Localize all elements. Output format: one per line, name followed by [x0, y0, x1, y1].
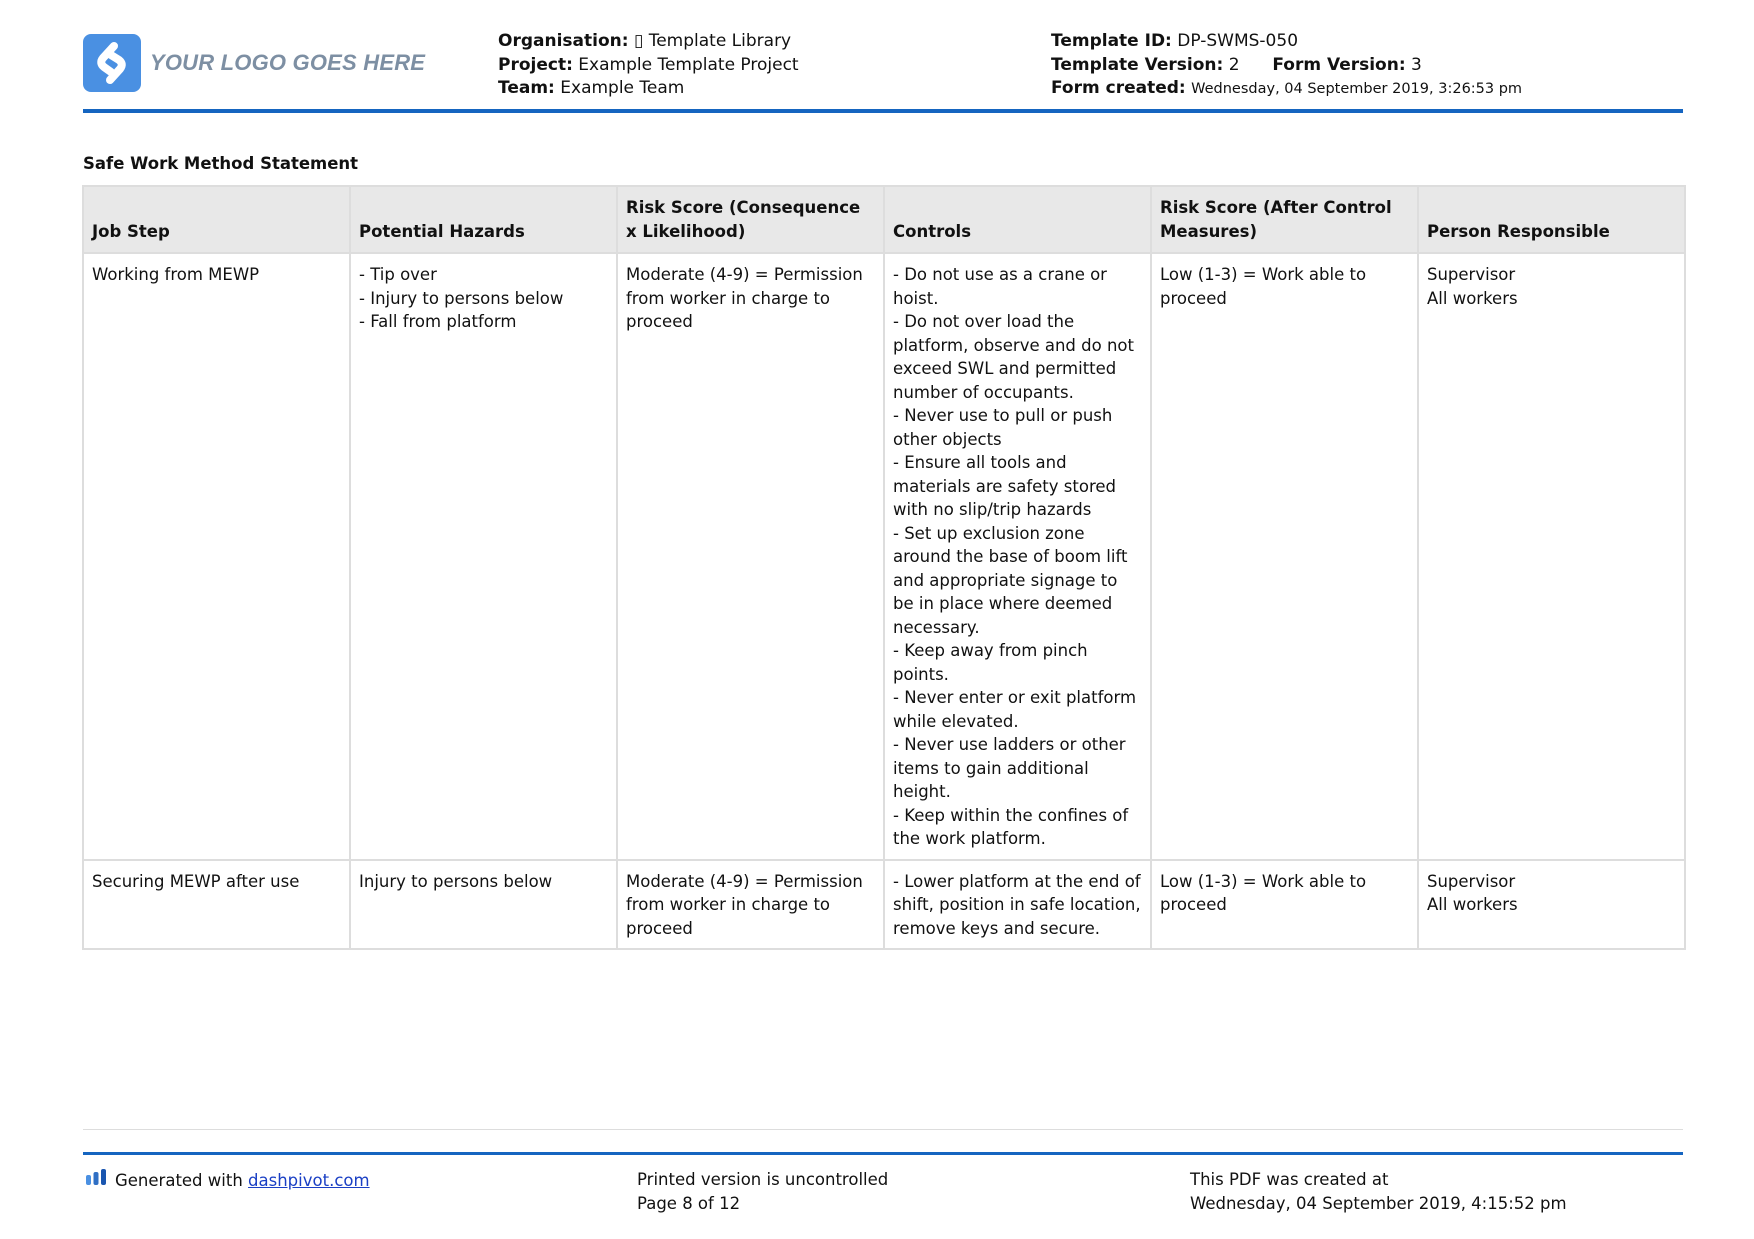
cell-risk-score: Moderate (4-9) = Permission from worker in charge to proceed: [617, 253, 884, 860]
template-id-label: Template ID:: [1051, 31, 1172, 51]
logo-mark-icon: [83, 34, 141, 92]
control-item: - Lower platform at the end of shift, position in safe location, remove keys and secure.: [893, 871, 1141, 938]
column-header-job-step: Job Step: [83, 186, 350, 253]
template-id-value: DP-SWMS-050: [1177, 31, 1299, 51]
uncontrolled-note: Printed version is uncontrolled: [637, 1170, 889, 1189]
cell-job-step: Working from MEWP: [83, 253, 350, 860]
project-label: Project:: [498, 54, 573, 75]
header-rule: [83, 109, 1683, 113]
form-version-label: Form Version:: [1272, 54, 1406, 75]
table-row: [83, 860, 1685, 950]
form-created-label: Form created:: [1051, 78, 1186, 98]
header-meta-right: [1051, 30, 1522, 102]
company-logo: [83, 34, 425, 92]
table-row: [83, 253, 1685, 860]
swms-table: [82, 185, 1686, 950]
control-item: - Set up exclusion zone around the base of boom lift and appropriate signage to be in place where deemed necessary.: [893, 523, 1128, 637]
form-version-value: 3: [1411, 54, 1422, 75]
page-number: Page 8 of 12: [637, 1193, 741, 1213]
placeholder-box-icon: ▯: [633, 31, 644, 51]
team-line: [498, 77, 799, 101]
pdf-created-value: Wednesday, 04 September 2019, 4:15:52 pm: [1190, 1193, 1567, 1213]
cell-risk-after: Low (1-3) = Work able to proceed: [1151, 253, 1418, 860]
column-header-risk-score: Risk Score (Consequence x Likelihood): [617, 186, 884, 253]
dashpivot-bars-icon: [85, 1168, 107, 1193]
column-header-responsible: Person Responsible: [1418, 186, 1685, 253]
form-created-value: Wednesday, 04 September 2019, 3:26:53 pm: [1191, 81, 1523, 97]
control-item: - Ensure all tools and materials are safety stored with no slip/trip hazards: [893, 453, 1116, 519]
column-header-controls: Controls: [884, 186, 1151, 253]
responsible-item: All workers: [1427, 895, 1518, 914]
team-label: Team:: [498, 78, 555, 98]
cell-responsible: [1418, 860, 1685, 950]
organisation-line: [498, 30, 799, 54]
responsible-item: All workers: [1427, 288, 1518, 308]
cell-responsible: [1418, 253, 1685, 860]
cell-risk-after: Low (1-3) = Work able to proceed: [1151, 860, 1418, 950]
control-item: - Keep within the confines of the work platform.: [893, 805, 1129, 848]
table-header-row: [83, 186, 1685, 253]
cell-controls: [884, 253, 1151, 860]
section-title: Safe Work Method Statement: [83, 154, 359, 173]
page-header: [83, 30, 1683, 112]
template-id-line: [1051, 30, 1522, 54]
cell-controls: [884, 860, 1151, 950]
header-meta-left: [498, 30, 799, 101]
team-value: Example Team: [560, 78, 685, 98]
cell-hazards: [350, 860, 617, 950]
organisation-value: Template Library: [648, 31, 792, 51]
hazard-item: - Tip over: [359, 265, 437, 284]
footer-pdf-created: [1190, 1168, 1567, 1215]
template-version-label: Template Version:: [1051, 54, 1224, 75]
hazard-item: - Fall from platform: [359, 312, 517, 331]
hazard-item: Injury to persons below: [359, 871, 553, 891]
hazard-item: - Injury to persons below: [359, 288, 564, 308]
dashpivot-link[interactable]: dashpivot.com: [248, 1170, 370, 1190]
template-version-value: 2: [1228, 54, 1240, 75]
form-created-line: [1051, 77, 1522, 102]
control-item: - Keep away from pinch points.: [893, 641, 1088, 684]
control-item: - Never use ladders or other items to gain additional height.: [893, 735, 1126, 801]
project-line: [498, 54, 799, 78]
footer-status: [637, 1168, 888, 1215]
responsible-item: Supervisor: [1427, 265, 1516, 284]
column-header-hazards: Potential Hazards: [350, 186, 617, 253]
footer-rule: [83, 1152, 1683, 1155]
control-item: - Do not use as a crane or hoist.: [893, 265, 1107, 308]
responsible-item: Supervisor: [1427, 871, 1516, 891]
organisation-label: Organisation:: [498, 31, 629, 51]
cell-hazards: [350, 253, 617, 860]
logo-text: YOUR LOGO GOES HERE: [150, 50, 426, 75]
generated-prefix: Generated with: [115, 1170, 243, 1190]
version-line: [1051, 54, 1522, 78]
cell-job-step: Securing MEWP after use: [83, 860, 350, 950]
pdf-created-label: This PDF was created at: [1190, 1170, 1389, 1189]
project-value: Example Template Project: [578, 54, 799, 75]
control-item: - Never enter or exit platform while elevated.: [893, 688, 1137, 731]
footer-generated: [85, 1168, 370, 1193]
cell-risk-score: Moderate (4-9) = Permission from worker in charge to proceed: [617, 860, 884, 950]
control-item: - Never use to pull or push other objects: [893, 406, 1113, 449]
control-item: - Do not over load the platform, observe and do not exceed SWL and permitted number of occupants.: [893, 312, 1134, 402]
footer-divider: [83, 1129, 1683, 1130]
column-header-risk-after: Risk Score (After Control Measures): [1151, 186, 1418, 253]
